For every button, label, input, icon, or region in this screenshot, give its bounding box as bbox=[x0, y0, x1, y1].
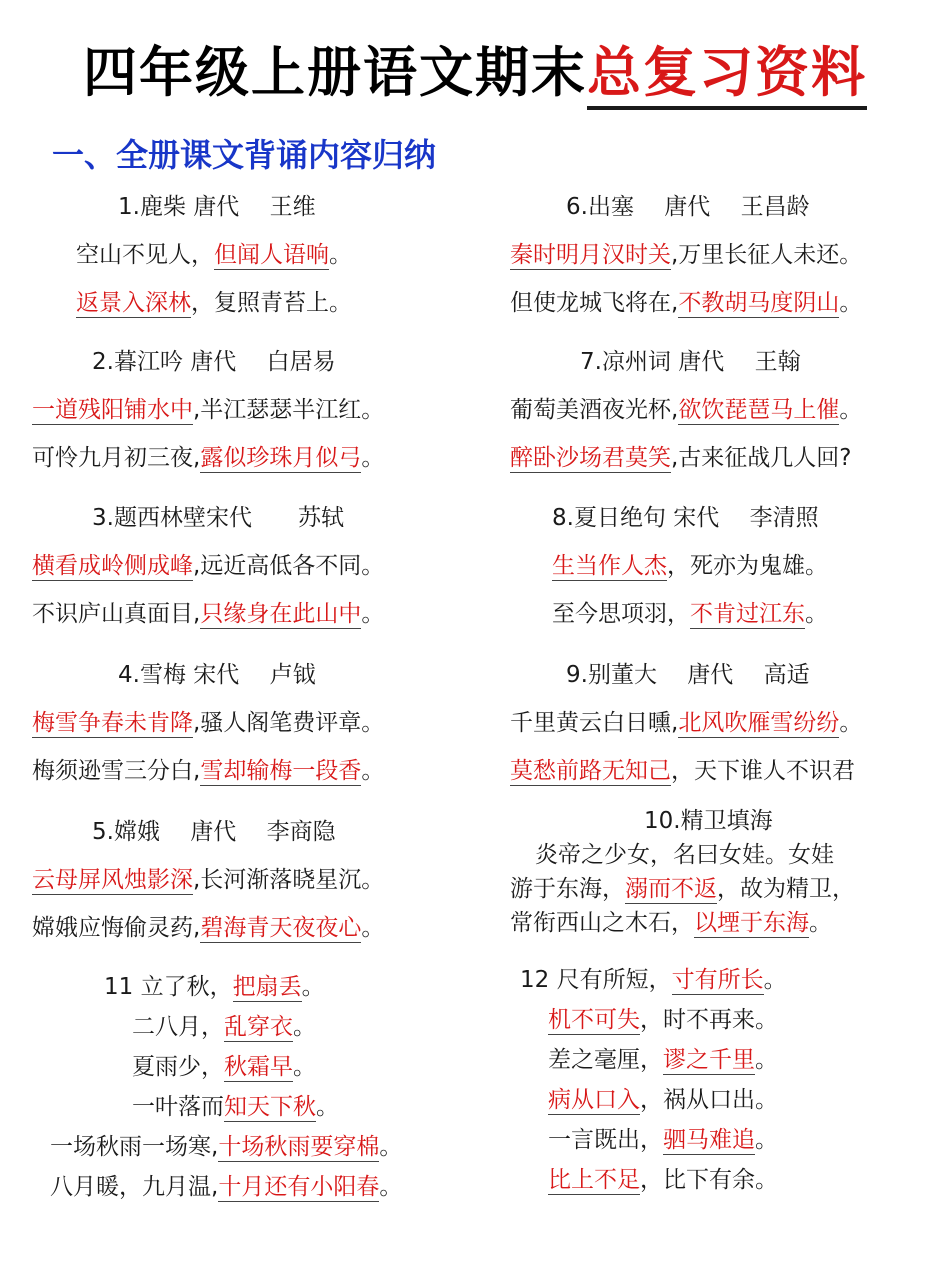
poem-text: 空山不见人， bbox=[76, 242, 214, 268]
poem-title: 5.嫦娥 唐代 李商隐 bbox=[92, 819, 336, 845]
recite-answer: 把扇丢 bbox=[232, 974, 302, 1000]
poem-text: 。 bbox=[805, 601, 828, 627]
poem-text: 但使龙城飞将在, bbox=[510, 290, 679, 316]
recite-answer: 不教胡马度阴山 bbox=[678, 290, 840, 316]
poem-text: ，故为精卫， bbox=[717, 876, 855, 902]
poem-title: 4.雪梅 宋代 卢钺 bbox=[118, 662, 316, 688]
recite-answer: 寸有所长 bbox=[671, 967, 764, 993]
title-black-text: 四年级上册语文期末 bbox=[83, 41, 587, 104]
recite-answer: 病从口入 bbox=[548, 1087, 640, 1113]
recite-answer: 云母屏风烛影深 bbox=[32, 867, 193, 893]
poem-text: 游于东海， bbox=[510, 876, 625, 902]
poem-text: 。 bbox=[293, 1014, 316, 1040]
poem-line bbox=[32, 865, 384, 895]
poem-title: 7.凉州词 唐代 王翰 bbox=[580, 349, 801, 375]
proverb-line bbox=[548, 1125, 778, 1155]
poem-line bbox=[510, 874, 855, 904]
poem-text: ，时不再来。 bbox=[640, 1007, 778, 1033]
poem-line bbox=[510, 756, 855, 786]
poem-line bbox=[32, 756, 384, 786]
poem-title: 1.鹿柴 唐代 王维 bbox=[118, 194, 316, 220]
recite-answer: 十月还有小阳春 bbox=[218, 1174, 380, 1200]
recite-answer: 北风吹雁雪纷纷 bbox=[678, 710, 840, 736]
poem-text: 。 bbox=[361, 915, 385, 941]
recite-answer: 露似珍珠月似弓 bbox=[200, 445, 362, 471]
recite-answer: 乱穿衣 bbox=[224, 1014, 293, 1040]
proverb-line bbox=[132, 1052, 316, 1082]
proverb-line bbox=[50, 1172, 402, 1202]
recite-answer: 谬之千里 bbox=[663, 1047, 755, 1073]
recite-answer: 欲饮琵琶马上催 bbox=[678, 397, 840, 423]
proverb-line bbox=[548, 1005, 778, 1035]
recite-answer: 横看成岭侧成峰 bbox=[32, 553, 193, 579]
poem-text: 。 bbox=[809, 910, 832, 936]
poem-text: 。 bbox=[763, 967, 787, 993]
recite-answer: 雪却输梅一段香 bbox=[200, 758, 362, 784]
poem-line bbox=[510, 708, 862, 738]
poem-line bbox=[32, 443, 384, 473]
poem-line bbox=[76, 240, 352, 270]
poem-title: 10.精卫填海 bbox=[644, 808, 773, 834]
poem-line bbox=[510, 288, 862, 318]
recite-answer: 生当作人杰 bbox=[552, 553, 667, 579]
poem-line bbox=[32, 708, 384, 738]
poem-text: 。 bbox=[301, 974, 325, 1000]
poem-title: 3.题西林壁宋代 苏轼 bbox=[92, 505, 344, 531]
poem-text: 炎帝之少女，名曰女娃。女娃 bbox=[512, 842, 834, 868]
poem-text: 夏雨少， bbox=[132, 1054, 224, 1080]
recite-answer: 机不可失 bbox=[548, 1007, 640, 1033]
poem-text: 。 bbox=[361, 758, 385, 784]
poem-text: 不识庐山真面目, bbox=[32, 601, 201, 627]
proverb-line bbox=[548, 1085, 778, 1115]
poem-line bbox=[552, 599, 828, 629]
poem-text: 一叶落而 bbox=[132, 1094, 224, 1120]
poem-line bbox=[510, 443, 852, 473]
poem-text: 11 立了秋， bbox=[104, 974, 233, 1000]
poem-line bbox=[512, 840, 834, 870]
proverb-line bbox=[50, 1132, 402, 1162]
poem-text: 二八月， bbox=[132, 1014, 224, 1040]
recite-answer: 知天下秋 bbox=[224, 1094, 316, 1120]
poem-line bbox=[510, 240, 862, 270]
poem-text: 可怜九月初三夜, bbox=[32, 445, 201, 471]
recite-answer: 梅雪争春未肯降 bbox=[32, 710, 193, 736]
recite-answer: 秦时明月汉时关 bbox=[510, 242, 671, 268]
poem-text: 。 bbox=[839, 710, 863, 736]
poem-line bbox=[32, 395, 384, 425]
proverb-line bbox=[520, 965, 787, 995]
page-title bbox=[0, 38, 950, 108]
poem-text: ,古来征战几人回? bbox=[671, 445, 852, 471]
recite-answer: 碧海青天夜夜心 bbox=[200, 915, 362, 941]
poem-text: 葡萄美酒夜光杯, bbox=[510, 397, 679, 423]
proverb-line bbox=[132, 1012, 316, 1042]
poem-line bbox=[32, 913, 384, 943]
recite-answer: 不肯过江东 bbox=[690, 601, 805, 627]
poem-text: ,骚人阁笔费评章。 bbox=[193, 710, 385, 736]
poem-text: 。 bbox=[839, 397, 863, 423]
poem-text: 。 bbox=[379, 1134, 403, 1160]
poem-title: 8.夏日绝句 宋代 李清照 bbox=[552, 505, 819, 531]
recite-answer: 秋霜早 bbox=[224, 1054, 293, 1080]
proverb-line bbox=[548, 1165, 778, 1195]
poem-text: 至今思项羽， bbox=[552, 601, 690, 627]
section-heading: 一、全册课文背诵内容归纳 bbox=[52, 136, 437, 174]
poem-line bbox=[76, 288, 352, 318]
poem-text: 嫦娥应悔偷灵药, bbox=[32, 915, 201, 941]
poem-text: ，复照青苔上。 bbox=[191, 290, 352, 316]
recite-answer: 驷马难追 bbox=[663, 1127, 755, 1153]
poem-text: ，死亦为鬼雄。 bbox=[667, 553, 828, 579]
poem-text: 一言既出， bbox=[548, 1127, 663, 1153]
recite-answer: 十场秋雨要穿棉 bbox=[218, 1134, 380, 1160]
poem-text: 。 bbox=[755, 1127, 778, 1153]
poem-text: ，比下有余。 bbox=[640, 1167, 778, 1193]
poem-text: ，祸从口出。 bbox=[640, 1087, 778, 1113]
poem-text: 。 bbox=[316, 1094, 339, 1120]
poem-line bbox=[510, 395, 862, 425]
recite-answer: 一道残阳铺水中 bbox=[32, 397, 193, 423]
poem-text: 。 bbox=[361, 445, 385, 471]
poem-line bbox=[552, 551, 828, 581]
poem-text: 。 bbox=[329, 242, 352, 268]
poem-line bbox=[510, 908, 832, 938]
poem-text: ,万里长征人未还。 bbox=[671, 242, 863, 268]
poem-text: 梅须逊雪三分白, bbox=[32, 758, 201, 784]
poem-text: 12 尺有所短， bbox=[520, 967, 672, 993]
recite-answer: 返景入深林 bbox=[76, 290, 191, 316]
recite-answer: 比上不足 bbox=[548, 1167, 640, 1193]
poem-text: 八月暖，九月温, bbox=[50, 1174, 219, 1200]
recite-answer: 但闻人语响 bbox=[214, 242, 329, 268]
recite-answer: 只缘身在此山中 bbox=[200, 601, 362, 627]
recite-answer: 溺而不返 bbox=[625, 876, 717, 902]
poem-text: 差之毫厘， bbox=[548, 1047, 663, 1073]
poem-text: 一场秋雨一场寒, bbox=[50, 1134, 219, 1160]
poem-line bbox=[32, 599, 384, 629]
recite-answer: 醉卧沙场君莫笑 bbox=[510, 445, 671, 471]
recite-answer: 以堙于东海 bbox=[694, 910, 809, 936]
poem-line bbox=[32, 551, 384, 581]
poem-title: 9.别董大 唐代 高适 bbox=[566, 662, 810, 688]
poem-title: 2.暮江吟 唐代 白居易 bbox=[92, 349, 336, 375]
proverb-line bbox=[548, 1045, 778, 1075]
poem-text: 。 bbox=[293, 1054, 316, 1080]
poem-text: 。 bbox=[755, 1047, 778, 1073]
proverb-line bbox=[104, 972, 325, 1002]
poem-text: ,远近高低各不同。 bbox=[193, 553, 385, 579]
poem-text: 常衔西山之木石， bbox=[510, 910, 694, 936]
poem-text: ,半江瑟瑟半江红。 bbox=[193, 397, 385, 423]
poem-title: 6.出塞 唐代 王昌龄 bbox=[566, 194, 810, 220]
poem-text: 。 bbox=[379, 1174, 403, 1200]
poem-text: 。 bbox=[361, 601, 385, 627]
recite-answer: 莫愁前路无知己 bbox=[510, 758, 671, 784]
poem-text: ,长河渐落晓星沉。 bbox=[193, 867, 385, 893]
poem-text: 千里黄云白日曛, bbox=[510, 710, 679, 736]
title-red-text: 总复习资料 bbox=[587, 41, 867, 110]
proverb-line bbox=[132, 1092, 339, 1122]
poem-text: ，天下谁人不识君 bbox=[671, 758, 855, 784]
poem-text: 。 bbox=[839, 290, 863, 316]
